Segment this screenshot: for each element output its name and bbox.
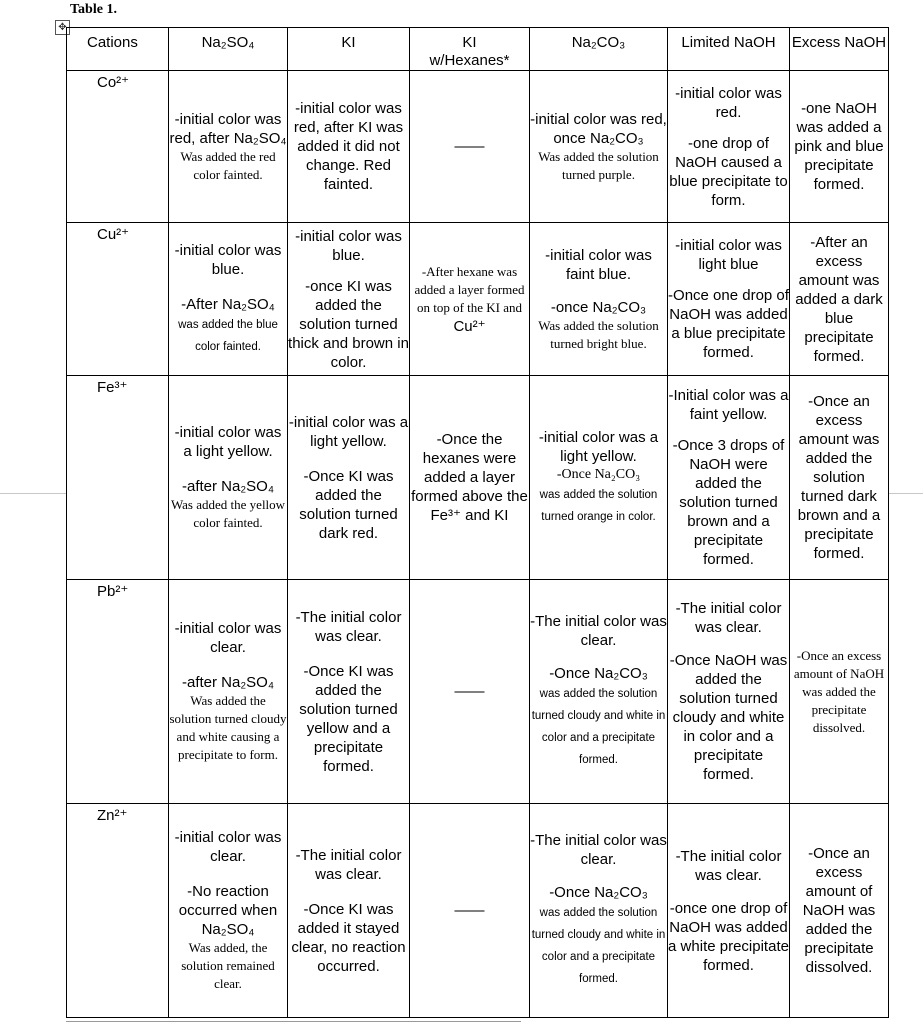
ki-hexanes-cell: -Once the hexanes were added a layer formed above the Fe³⁺ and KI [410, 376, 530, 580]
limited-naoh-cell: -initial color was red. -one drop of NaOH caused a blue precipitate to form. [668, 71, 790, 223]
ki-hexanes-cell: -After hexane was added a layer formed on top of the KI and Cu²⁺ [410, 223, 530, 376]
header-ki: KI [288, 28, 410, 71]
table-title: Table 1. [70, 2, 117, 17]
excess-naoh-cell: -Once an excess amount of NaOH was added the precipitate dissolved. [790, 804, 889, 1018]
header-limited-naoh: Limited NaOH [668, 28, 790, 71]
table-row [67, 223, 889, 376]
na2co3-cell: -The initial color was clear. -Once Na₂CO₃ was added the solution turned cloudy and white in color and a precipitate formed. [530, 804, 668, 1018]
header-row [67, 28, 889, 71]
table-row [67, 804, 889, 1018]
header-na2so4: Na₂SO₄ [169, 28, 288, 71]
na2so4-cell: -initial color was a light yellow. -after Na₂SO₄ Was added the yellow color fainted. [169, 376, 288, 580]
na2so4-cell: -initial color was blue. -After Na₂SO₄ was added the blue color fainted. [169, 223, 288, 376]
na2so4-cell: -initial color was clear. -No reaction occurred when Na₂SO₄ Was added, the solution remained clear. [169, 804, 288, 1018]
limited-naoh-cell: -Initial color was a faint yellow. -Once 3 drops of NaOH were added the solution turned brown and a precipitate formed. [668, 376, 790, 580]
na2co3-cell: -initial color was a light yellow. -Once Na₂CO₃ was added the solution turned orange in color. [530, 376, 668, 580]
header-ki-hexanes: KI w/Hexanes* [410, 28, 530, 71]
ki-hexanes-cell: —— [410, 580, 530, 804]
ki-hexanes-cell: —— [410, 71, 530, 223]
na2so4-cell: -initial color was clear. -after Na₂SO₄ Was added the solution turned cloudy and white causing a precipitate to form. [169, 580, 288, 804]
page-divider-right [889, 493, 923, 494]
na2co3-cell: -initial color was faint blue. -once Na₂CO₃ Was added the solution turned bright blue. [530, 223, 668, 376]
ki-cell: -initial color was red, after KI was added it did not change. Red fainted. [288, 71, 410, 223]
excess-naoh-cell: -Once an excess amount of NaOH was added the precipitate dissolved. [790, 580, 889, 804]
ki-cell: -initial color was a light yellow. -Once KI was added the solution turned dark red. [288, 376, 410, 580]
cation-cell: Cu²⁺ [67, 223, 169, 376]
header-cations: Cations [67, 28, 169, 71]
limited-naoh-cell: -initial color was light blue -Once one drop of NaOH was added a blue precipitate formed. [668, 223, 790, 376]
ki-cell: -The initial color was clear. -Once KI was added the solution turned yellow and a precipitate formed. [288, 580, 410, 804]
table-move-handle-icon[interactable]: ✥ [55, 20, 70, 35]
limited-naoh-cell: -The initial color was clear. -Once NaOH was added the solution turned cloudy and white in color and a precipitate formed. [668, 580, 790, 804]
cation-cell: Zn²⁺ [67, 804, 169, 1018]
ki-cell: -initial color was blue. -once KI was added the solution turned thick and brown in color. [288, 223, 410, 376]
excess-naoh-cell: -After an excess amount was added a dark blue precipitate formed. [790, 223, 889, 376]
cation-cell: Co²⁺ [67, 71, 169, 223]
excess-naoh-cell: -Once an excess amount was added the solution turned dark brown and a precipitate formed. [790, 376, 889, 580]
excess-naoh-cell: -one NaOH was added a pink and blue precipitate formed. [790, 71, 889, 223]
results-table [66, 27, 889, 1018]
ki-cell: -The initial color was clear. -Once KI was added it stayed clear, no reaction occurred. [288, 804, 410, 1018]
table-row [67, 580, 889, 804]
table-row [67, 376, 889, 580]
ki-hexanes-cell: —— [410, 804, 530, 1018]
cation-cell: Pb²⁺ [67, 580, 169, 804]
na2co3-cell: -The initial color was clear. -Once Na₂CO₃ was added the solution turned cloudy and white in color and a precipitate formed. [530, 580, 668, 804]
header-excess-naoh: Excess NaOH [790, 28, 889, 71]
header-na2co3: Na₂CO₃ [530, 28, 668, 71]
limited-naoh-cell: -The initial color was clear. -once one drop of NaOH was added a white precipitate formed. [668, 804, 790, 1018]
na2co3-cell: -initial color was red, once Na₂CO₃ Was added the solution turned purple. [530, 71, 668, 223]
page-divider-left [0, 493, 66, 494]
cation-cell: Fe³⁺ [67, 376, 169, 580]
na2so4-cell: -initial color was red, after Na₂SO₄ Was added the red color fainted. [169, 71, 288, 223]
footnote-rule [66, 1021, 521, 1022]
table-row [67, 71, 889, 223]
